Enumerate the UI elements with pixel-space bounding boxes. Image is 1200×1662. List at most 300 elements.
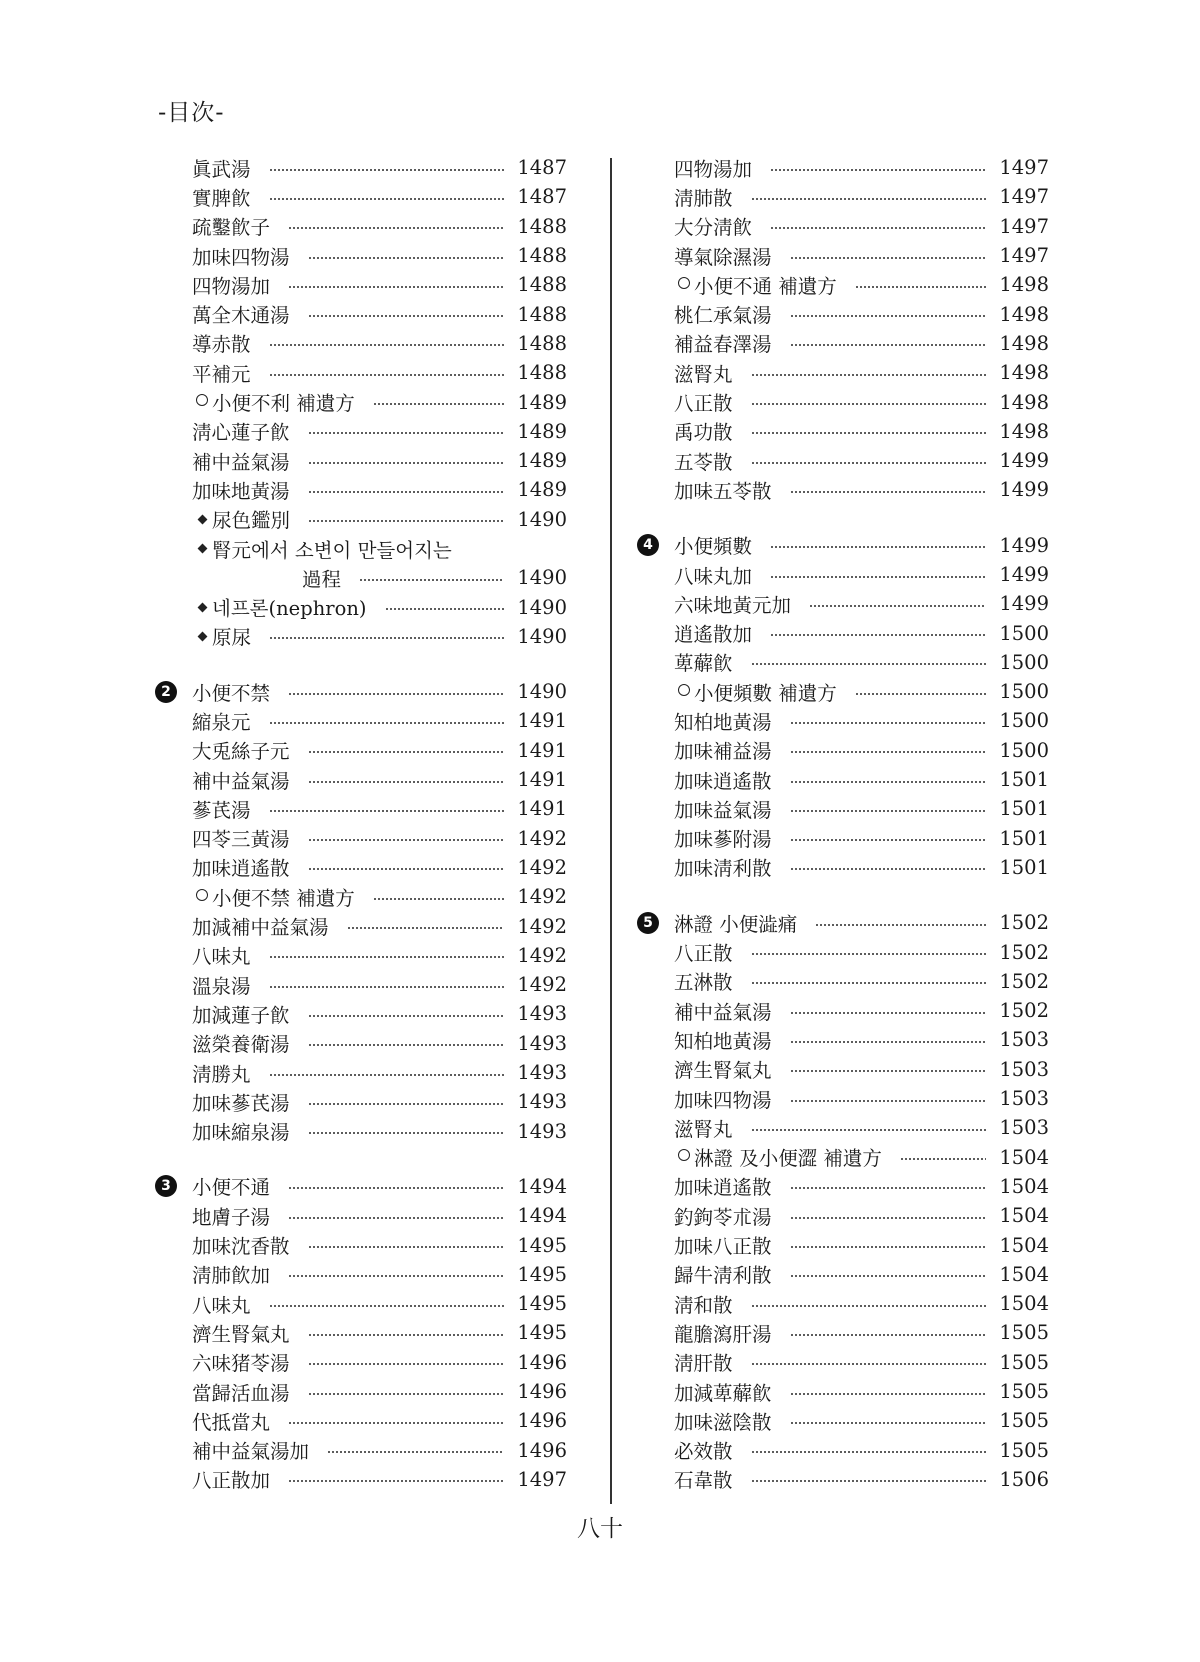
toc-entry[interactable] [155, 765, 567, 794]
dot-leader [308, 1334, 504, 1336]
dot-leader [308, 315, 504, 317]
toc-entry[interactable] [155, 911, 567, 940]
toc-entry[interactable] [637, 589, 1049, 618]
toc-entry-page: 1490 [517, 624, 567, 648]
toc-entry[interactable] [637, 387, 1049, 416]
toc-entry-page: 1488 [517, 214, 567, 238]
toc-entry-title: 補中益氣湯 [192, 769, 290, 793]
toc-entry-title: 腎元에서 소변이 만들어지는 [212, 538, 452, 562]
dot-leader [751, 462, 986, 464]
dot-leader [790, 315, 986, 317]
dot-leader [751, 1305, 986, 1307]
dot-leader [790, 1041, 986, 1043]
toc-entry-page: 1502 [999, 940, 1049, 964]
toc-entry[interactable] [155, 794, 567, 823]
dot-leader [269, 169, 504, 171]
toc-entry-title: 知柏地黃湯 [674, 710, 772, 734]
toc-entry-page: 1499 [999, 592, 1049, 616]
toc-entry[interactable] [637, 967, 1049, 996]
toc-entry[interactable] [155, 534, 567, 563]
toc-entry[interactable] [637, 677, 1049, 706]
toc-entry-title: 淸肝散 [674, 1352, 733, 1376]
toc-entry-page: 1496 [517, 1350, 567, 1374]
circle-bullet-icon [673, 277, 695, 293]
toc-entry[interactable] [155, 358, 567, 387]
toc-entry-title: 六味地黃元加 [674, 593, 792, 617]
dot-leader [790, 1100, 986, 1102]
dot-leader [790, 1275, 986, 1277]
section-number-badge: 3 [155, 1175, 177, 1197]
toc-entry[interactable] [637, 937, 1049, 966]
toc-entry-title: 加味五苓散 [674, 479, 772, 503]
toc-entry[interactable] [155, 622, 567, 651]
toc-entry-page: 1496 [517, 1409, 567, 1433]
toc-entry-title: 小便頻數 [674, 535, 753, 559]
toc-entry[interactable] [155, 1435, 567, 1464]
toc-entry-page: 1503 [999, 1087, 1049, 1111]
toc-entry-page: 1498 [999, 331, 1049, 355]
toc-entry-title: 原尿 [212, 626, 252, 650]
toc-entry-page: 1492 [517, 826, 567, 850]
toc-entry[interactable] [637, 358, 1049, 387]
toc-entry[interactable] [637, 853, 1049, 882]
toc-entry[interactable] [155, 563, 567, 592]
toc-entry-title: 過程 [302, 567, 342, 591]
dot-leader [288, 1217, 504, 1219]
dot-leader [855, 693, 986, 695]
toc-entry-title: 八味丸 [192, 945, 251, 969]
toc-entry[interactable] [155, 706, 567, 735]
toc-entry-page: 1488 [517, 361, 567, 385]
circle-bullet-icon [191, 889, 213, 905]
toc-entry[interactable] [155, 824, 567, 853]
dot-leader [288, 286, 504, 288]
toc-entry-title: 知柏地黃湯 [674, 1029, 772, 1053]
toc-entry-page: 1495 [517, 1321, 567, 1345]
toc-column-right [637, 153, 1049, 1494]
dot-leader [308, 1015, 504, 1017]
toc-entry[interactable] [155, 592, 567, 621]
toc-entry[interactable] [155, 329, 567, 358]
toc-entry-page: 1500 [999, 709, 1049, 733]
toc-entry-page: 1497 [999, 156, 1049, 180]
toc-entry-page: 1505 [999, 1350, 1049, 1374]
toc-entry-title: 加減萆薢飮 [674, 1381, 772, 1405]
toc-entry-title: 小便不禁 補遺方 [212, 886, 355, 910]
toc-entry-page: 1494 [517, 1174, 567, 1198]
section-number-badge: 5 [637, 912, 659, 934]
toc-entry-title: 加減補中益氣湯 [192, 916, 329, 940]
page-number: 八十 [577, 1516, 623, 1542]
toc-entry[interactable] [637, 618, 1049, 647]
toc-entry[interactable] [637, 329, 1049, 358]
toc-entry[interactable] [155, 1377, 567, 1406]
toc-entry[interactable] [637, 1055, 1049, 1084]
toc-entry-title: 加味蔘芪湯 [192, 1091, 290, 1115]
dot-leader [770, 546, 986, 548]
toc-entry-page: 1497 [517, 1467, 567, 1491]
toc-entry-title: 石韋散 [674, 1469, 733, 1493]
toc-entry[interactable] [637, 1318, 1049, 1347]
toc-entry[interactable] [155, 1058, 567, 1087]
toc-entry[interactable] [155, 212, 567, 241]
toc-entry[interactable] [155, 941, 567, 970]
toc-entry-title: 小便頻數 補遺方 [694, 681, 837, 705]
toc-entry[interactable] [155, 241, 567, 270]
dot-leader [288, 693, 504, 695]
toc-entry[interactable] [637, 560, 1049, 589]
toc-entry-page: 1492 [517, 973, 567, 997]
dot-leader [751, 198, 986, 200]
toc-entry-title: 五淋散 [674, 971, 733, 995]
toc-entry[interactable] [155, 1406, 567, 1435]
toc-entry-page: 1498 [999, 361, 1049, 385]
toc-entry[interactable] [637, 736, 1049, 765]
toc-entry[interactable] [637, 1201, 1049, 1230]
dot-leader [269, 722, 504, 724]
dot-leader [790, 1422, 986, 1424]
toc-entry-page: 1494 [517, 1204, 567, 1228]
toc-entry-title: 萆薢飮 [674, 652, 733, 676]
dot-leader [308, 1246, 504, 1248]
toc-entry-page: 1488 [517, 273, 567, 297]
toc-entry[interactable] [637, 417, 1049, 446]
toc-entry[interactable] [637, 1435, 1049, 1464]
dot-leader [308, 868, 504, 870]
toc-entry-page: 1505 [999, 1438, 1049, 1462]
toc-entry-page: 1487 [517, 156, 567, 180]
toc-entry[interactable] [155, 1201, 567, 1230]
toc-entry-title: 地膚子湯 [192, 1205, 271, 1229]
dot-leader [855, 286, 986, 288]
dot-leader [751, 1129, 986, 1131]
dot-leader [790, 1393, 986, 1395]
dot-leader [373, 898, 504, 900]
toc-entry-page: 1492 [517, 914, 567, 938]
toc-entry-title: 實脾飮 [192, 186, 251, 210]
toc-entry[interactable] [155, 417, 567, 446]
dot-leader [751, 403, 986, 405]
toc-entry-page: 1502 [999, 969, 1049, 993]
circle-bullet-icon [191, 394, 213, 410]
toc-entry[interactable] [637, 1230, 1049, 1259]
toc-entry-page: 1495 [517, 1292, 567, 1316]
toc-entry[interactable] [155, 387, 567, 416]
toc-entry-title: 代抵當丸 [192, 1410, 271, 1434]
toc-entry-page: 1488 [517, 331, 567, 355]
toc-entry[interactable] [637, 1465, 1049, 1494]
toc-entry-page: 1503 [999, 1028, 1049, 1052]
dot-leader [790, 1070, 986, 1072]
toc-entry-title: 小便不禁 [192, 681, 271, 705]
toc-entry-page: 1496 [517, 1438, 567, 1462]
toc-entry[interactable] [155, 999, 567, 1028]
toc-entry-title: 眞武湯 [192, 157, 251, 181]
dot-leader [790, 1334, 986, 1336]
toc-entry[interactable] [155, 1230, 567, 1259]
toc-entry-page: 1503 [999, 1057, 1049, 1081]
toc-entry-page: 1500 [999, 738, 1049, 762]
toc-entry-title: 導氣除濕湯 [674, 245, 772, 269]
dot-leader [308, 751, 504, 753]
toc-entry-page: 1498 [999, 390, 1049, 414]
toc-entry-title: 五苓散 [674, 450, 733, 474]
toc-entry[interactable] [155, 153, 567, 182]
toc-section [637, 153, 1049, 505]
toc-entry-page: 1497 [999, 185, 1049, 209]
toc-entry[interactable] [155, 1029, 567, 1058]
dot-leader [790, 810, 986, 812]
toc-entry[interactable] [637, 1172, 1049, 1201]
section-number-badge: 4 [637, 534, 659, 556]
dot-leader [269, 956, 504, 958]
toc-entry-page: 1499 [999, 563, 1049, 586]
toc-entry[interactable] [637, 1113, 1049, 1142]
toc-entry[interactable] [637, 1143, 1049, 1172]
dot-leader [385, 608, 505, 610]
dot-leader [308, 1044, 504, 1046]
dot-leader [790, 1246, 986, 1248]
toc-entry-title: 네프론(nephron) [212, 597, 367, 621]
toc-entry-title: 補益春澤湯 [674, 333, 772, 357]
toc-entry-title: 八正散加 [192, 1469, 271, 1493]
toc-entry-title: 濟生腎氣丸 [192, 1322, 290, 1346]
toc-entry-page: 1495 [517, 1233, 567, 1257]
toc-entry[interactable] [637, 475, 1049, 504]
toc-entry-page: 1503 [999, 1116, 1049, 1140]
dot-leader [359, 579, 504, 581]
toc-entry[interactable] [155, 1117, 567, 1146]
toc-entry-title: 淸心蓮子飮 [192, 421, 290, 445]
toc-entry-title: 滋榮養衛湯 [192, 1033, 290, 1057]
toc-entry-title: 四苓三黃湯 [192, 828, 290, 852]
dot-leader [751, 663, 986, 665]
toc-entry-title: 禹功散 [674, 421, 733, 445]
toc-entry-title: 萬全木通湯 [192, 304, 290, 328]
toc-entry-title: 四物湯加 [192, 274, 271, 298]
toc-entry-page: 1492 [517, 943, 567, 967]
dot-leader [790, 868, 986, 870]
toc-entry-page: 1506 [999, 1467, 1049, 1491]
toc-entry-title: 加味四物湯 [192, 245, 290, 269]
toc-entry-page: 1504 [999, 1174, 1049, 1198]
toc-entry[interactable] [637, 1348, 1049, 1377]
toc-entry-page: 1504 [999, 1292, 1049, 1316]
toc-entry-page: 1501 [999, 826, 1049, 850]
toc-entry-title: 導赤散 [192, 333, 251, 357]
toc-entry[interactable] [637, 706, 1049, 735]
toc-entry-title: 加味縮泉湯 [192, 1121, 290, 1145]
dot-leader [308, 491, 504, 493]
toc-entry[interactable] [155, 270, 567, 299]
dot-leader [288, 1187, 504, 1189]
toc-section [155, 1172, 567, 1494]
toc-entry-page: 1489 [517, 419, 567, 443]
dot-leader [308, 257, 504, 259]
toc-entry-page: 1493 [517, 1090, 567, 1114]
toc-entry-page: 1488 [517, 244, 567, 268]
toc-entry-title: 蔘芪湯 [192, 798, 251, 822]
toc-entry-page: 1495 [517, 1262, 567, 1286]
dot-leader [347, 927, 504, 929]
toc-entry-title: 加味地黃湯 [192, 479, 290, 503]
dot-leader [790, 344, 986, 346]
toc-entry-page: 1500 [999, 650, 1049, 674]
toc-entry[interactable] [637, 648, 1049, 677]
toc-entry-title: 補中益氣湯 [674, 1000, 772, 1024]
toc-entry[interactable] [155, 1289, 567, 1318]
dot-leader [770, 169, 986, 171]
toc-column-left [155, 153, 567, 1494]
toc-entry[interactable] [155, 677, 567, 706]
toc-entry-title: 濟生腎氣丸 [674, 1059, 772, 1083]
toc-entry[interactable] [637, 446, 1049, 475]
toc-entry[interactable] [155, 882, 567, 911]
toc-entry[interactable] [637, 531, 1049, 560]
toc-entry[interactable] [637, 299, 1049, 328]
dot-leader [790, 491, 986, 493]
toc-entry[interactable] [155, 1465, 567, 1494]
circle-bullet-icon [673, 1149, 695, 1165]
toc-entry-title: 大兎絲子元 [192, 740, 290, 764]
toc-entry-title: 六味猪苓湯 [192, 1352, 290, 1376]
toc-entry-title: 淸勝丸 [192, 1062, 251, 1086]
dot-leader [269, 344, 504, 346]
dot-leader [308, 462, 504, 464]
dot-leader [373, 403, 504, 405]
dot-leader [751, 432, 986, 434]
toc-entry[interactable] [155, 505, 567, 534]
toc-entry-title: 桃仁承氣湯 [674, 304, 772, 328]
dot-leader [900, 1158, 986, 1160]
dot-leader [809, 605, 986, 607]
toc-entry-title: 四物湯加 [674, 157, 753, 181]
toc-entry-page: 1492 [517, 855, 567, 879]
toc-entry-title: 加味淸利散 [674, 857, 772, 881]
toc-entry[interactable] [637, 824, 1049, 853]
toc-entry-title: 淋證 及小便澀 補遺方 [694, 1147, 882, 1171]
toc-entry[interactable] [155, 1172, 567, 1201]
toc-entry[interactable] [155, 736, 567, 765]
dot-leader [815, 924, 986, 926]
toc-entry-title: 八味丸 [192, 1293, 251, 1317]
toc-entry[interactable] [637, 1406, 1049, 1435]
toc-entry-page: 1490 [517, 680, 567, 704]
toc-entry[interactable] [155, 970, 567, 999]
dot-leader [790, 1217, 986, 1219]
dot-leader [269, 1074, 504, 1076]
toc-entry[interactable] [155, 475, 567, 504]
toc-entry-page: 1493 [517, 1119, 567, 1143]
toc-entry[interactable] [637, 153, 1049, 182]
toc-entry-title: 平補元 [192, 362, 251, 386]
toc-entry-page: 1500 [999, 680, 1049, 704]
toc-entry[interactable] [155, 182, 567, 211]
toc-entry[interactable] [155, 1318, 567, 1347]
toc-entry-title: 加味益氣湯 [674, 798, 772, 822]
toc-entry-title: 加味蔘附湯 [674, 828, 772, 852]
toc-entry-page: 1504 [999, 1145, 1049, 1169]
toc-entry-page: 1500 [999, 621, 1049, 645]
dot-leader [751, 1363, 986, 1365]
toc-entry-title: 當歸活血湯 [192, 1381, 290, 1405]
toc-entry-page: 1505 [999, 1321, 1049, 1345]
toc-entry-page: 1489 [517, 478, 567, 502]
toc-entry-page: 1490 [517, 566, 567, 590]
toc-entry-page: 1490 [517, 507, 567, 531]
toc-entry[interactable] [155, 299, 567, 328]
toc-entry-page: 1491 [517, 738, 567, 762]
toc-entry[interactable] [637, 241, 1049, 270]
dot-leader [751, 1480, 986, 1482]
toc-entry-page: 1493 [517, 1002, 567, 1026]
toc-entry-page: 1491 [517, 768, 567, 792]
dot-leader [269, 1305, 504, 1307]
toc-entry[interactable] [155, 1087, 567, 1116]
toc-entry-page: 1505 [999, 1409, 1049, 1433]
toc-entry-page: 1496 [517, 1380, 567, 1404]
toc-entry[interactable] [637, 1025, 1049, 1054]
toc-entry[interactable] [637, 794, 1049, 823]
toc-entry[interactable] [637, 1289, 1049, 1318]
toc-entry[interactable] [637, 270, 1049, 299]
toc-entry[interactable] [637, 996, 1049, 1025]
toc-entry[interactable] [155, 446, 567, 475]
toc-entry-page: 1490 [517, 595, 567, 619]
toc-entry-title: 加味補益湯 [674, 740, 772, 764]
toc-entry-title: 加味滋陰散 [674, 1410, 772, 1434]
toc-entry-page: 1504 [999, 1233, 1049, 1257]
column-divider [610, 158, 612, 1504]
toc-entry-title: 縮泉元 [192, 710, 251, 734]
toc-entry-title: 加味沈香散 [192, 1235, 290, 1259]
toc-entry-page: 1493 [517, 1061, 567, 1085]
toc-entry[interactable] [637, 1377, 1049, 1406]
toc-entry-page: 1499 [999, 533, 1049, 557]
dot-leader [308, 1103, 504, 1105]
toc-entry[interactable] [637, 765, 1049, 794]
toc-entry-title: 疏鑿飮子 [192, 216, 271, 240]
toc-entry-page: 1502 [999, 911, 1049, 935]
toc-entry-title: 八味丸加 [674, 564, 753, 588]
toc-entry-title: 淸肺散 [674, 186, 733, 210]
toc-entry[interactable] [155, 853, 567, 882]
toc-section [637, 908, 1049, 1494]
toc-entry[interactable] [637, 182, 1049, 211]
toc-entry-title: 加味四物湯 [674, 1088, 772, 1112]
toc-entry-page: 1501 [999, 768, 1049, 792]
dot-leader [770, 227, 986, 229]
diamond-bullet-icon [191, 512, 213, 527]
toc-entry[interactable] [637, 212, 1049, 241]
toc-entry[interactable] [637, 1260, 1049, 1289]
circle-bullet-icon [673, 684, 695, 700]
toc-entry-page: 1498 [999, 302, 1049, 326]
toc-entry-page: 1489 [517, 390, 567, 414]
toc-entry[interactable] [637, 1084, 1049, 1113]
dot-leader [790, 1012, 986, 1014]
dot-leader [308, 1363, 504, 1365]
toc-entry[interactable] [155, 1348, 567, 1377]
diamond-bullet-icon [191, 600, 213, 615]
toc-entry[interactable] [155, 1260, 567, 1289]
toc-entry-title: 加減蓮子飮 [192, 1003, 290, 1027]
dot-leader [308, 520, 504, 522]
toc-entry-title: 補中益氣湯加 [192, 1440, 310, 1464]
toc-entry-title: 加味八正散 [674, 1235, 772, 1259]
toc-entry[interactable] [637, 908, 1049, 937]
toc-entry-page: 1487 [517, 185, 567, 209]
